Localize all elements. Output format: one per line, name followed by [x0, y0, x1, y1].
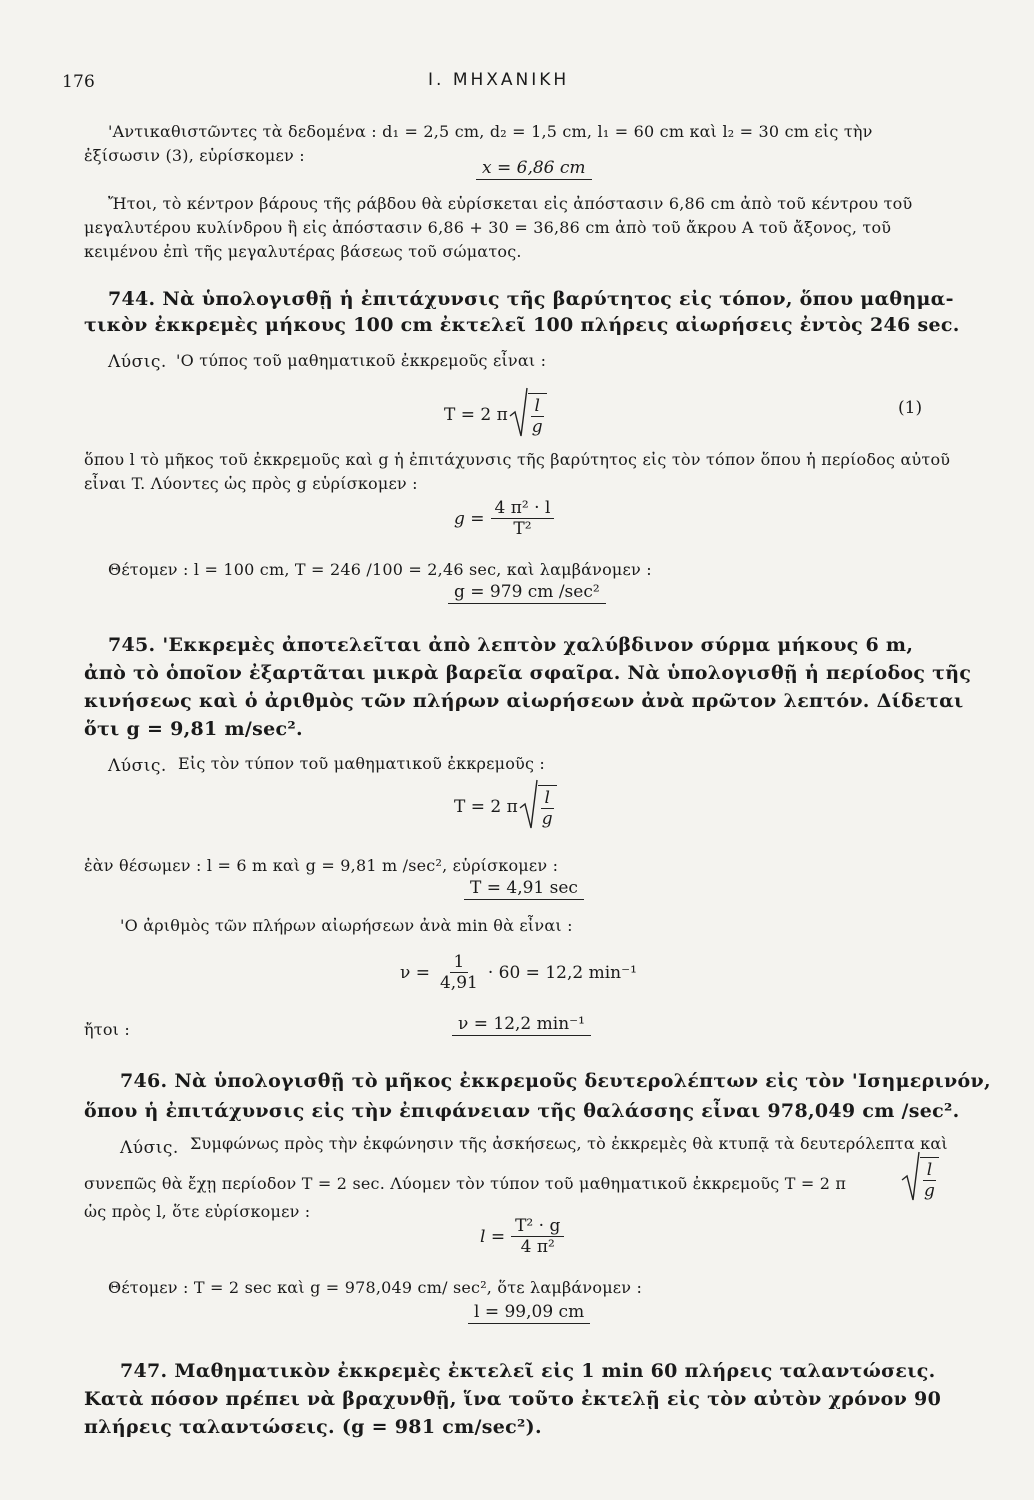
problem-744-heading-line-2: τικὸν ἐκκρεμὲς μήκους 100 cm ἐκτελεῖ 100 πλήρεις αἰωρήσεις ἐντὸς 246 sec. [84, 314, 960, 336]
problem-744-solution-label: Λύσις. [108, 352, 167, 372]
formula-fraction [436, 952, 482, 993]
intro-line-1: 'Αντικαθιστῶντες τὰ δεδομένα : d₁ = 2,5 cm, d₂ = 1,5 cm, l₁ = 60 cm καὶ l₂ = 30 cm εἰς τὴν [108, 122, 873, 141]
problem-744-text-line-1: ὅπου l τὸ μῆκος τοῦ ἐκκρεμοῦς καὶ g ἡ ἐπιτάχυνσις τῆς βαρύτητος εἰς τὸν τόπον ὅπου ἡ περίοδος αὐτοῦ [84, 450, 951, 469]
formula-lhs: l = [480, 1226, 506, 1247]
fraction-numerator: 4 π² · l [491, 498, 555, 519]
fraction-denominator: g [541, 808, 553, 829]
problem-745-set-values: ἐὰν θέσωμεν : l = 6 m καὶ g = 9,81 m /sec², εὑρίσκομεν : [84, 856, 559, 875]
problem-746-sqrt [900, 1150, 939, 1207]
problem-744-text-line-2: εἶναι T. Λύοντες ὡς πρὸς g εὑρίσκομεν : [84, 474, 418, 493]
problem-745-etoi: ἤτοι : [84, 1020, 131, 1039]
problem-745-number-line: 'Ο ἀριθμὸς τῶν πλήρων αἰωρήσεων ἀνὰ min θὰ εἶναι : [120, 916, 573, 935]
sqrt-fraction [920, 1157, 939, 1201]
formula-fraction [511, 1216, 564, 1257]
intro-paragraph-line-3: κειμένου ἐπὶ τῆς μεγαλυτέρας βάσεως τοῦ σώματος. [84, 242, 522, 261]
equation-label-1: (1) [898, 398, 923, 418]
problem-746-set-values: Θέτομεν : T = 2 sec καὶ g = 978,049 cm/ sec², ὅτε λαμβάνομεν : [108, 1278, 643, 1297]
fraction-numerator: T² · g [511, 1216, 564, 1237]
sqrt-symbol [900, 1150, 920, 1207]
problem-744-heading-line-1: 744. Νὰ ὑπολογισθῇ ἡ ἐπιτάχυνσις τῆς βαρύτητος εἰς τόπον, ὅπου μαθημα- [108, 288, 954, 310]
problem-747-heading-line-2: Κατὰ πόσον πρέπει νὰ βραχυνθῇ, ἵνα τοῦτο ἐκτελῇ εἰς τὸν αὐτὸν χρόνον 90 [84, 1388, 942, 1410]
intro-paragraph-line-1: Ἤτοι, τὸ κέντρον βάρους τῆς ράβδου θὰ εὑρίσκεται εἰς ἀπόστασιν 6,86 cm ἀπὸ τοῦ κέντρου τοῦ [108, 194, 913, 213]
problem-746-length-formula [480, 1216, 564, 1257]
fraction-denominator: g [531, 416, 543, 437]
problem-745-solution-text: Εἰς τὸν τύπον τοῦ μαθηματικοῦ ἐκκρεμοῦς : [178, 754, 546, 773]
problem-745-heading-line-2: ἀπὸ τὸ ὁποῖον ἐξαρτᾶται μικρὰ βαρεῖα σφαῖρα. Νὰ ὑπολογισθῇ ἡ περίοδος τῆς [84, 662, 972, 684]
problem-745-period-formula [454, 778, 557, 835]
problem-745-heading-line-1: 745. 'Εκκρεμὲς ἀποτελεῖται ἀπὸ λεπτὸν χαλύβδινον σύρμα μήκους 6 m, [108, 634, 914, 656]
problem-746-solution-text: Συμφώνως πρὸς τὴν ἐκφώνησιν τῆς ἀσκήσεως, τὸ ἐκκρεμὲς θὰ κτυπᾷ τὰ δευτερόλεπτα καὶ [190, 1134, 948, 1153]
formula-fraction [491, 498, 555, 539]
fraction-denominator: 4,91 [439, 973, 478, 993]
fraction-numerator: l [531, 396, 544, 417]
problem-747-heading-line-3: πλήρεις ταλαντώσεις. (g = 981 cm/sec²). [84, 1416, 542, 1438]
problem-746-text-line-3: ὡς πρὸς l, ὅτε εὑρίσκομεν : [84, 1202, 311, 1221]
sqrt-fraction [528, 393, 547, 437]
intro-line-2: ἐξίσωσιν (3), εὑρίσκομεν : [84, 146, 305, 165]
fraction-numerator: 1 [450, 952, 469, 973]
problem-745-heading-line-3: κινήσεως καὶ ὁ ἀριθμὸς τῶν πλήρων αἰωρήσεων ἀνὰ πρῶτον λεπτόν. Δίδεται [84, 690, 964, 712]
problem-745-frequency-formula [400, 952, 637, 993]
fraction-denominator: g [924, 1180, 935, 1201]
problem-746-text-line-2: συνεπῶς θὰ ἔχῃ περίοδον T = 2 sec. Λύομεν τὸν τύπον τοῦ μαθηματικοῦ ἐκκρεμοῦς T = 2 π [84, 1174, 847, 1193]
sqrt-symbol [518, 778, 538, 835]
formula-lhs: T = 2 π [444, 404, 508, 425]
problem-746-solution-label: Λύσις. [120, 1138, 179, 1158]
intro-result: x = 6,86 cm [476, 158, 592, 180]
problem-745-solution-label: Λύσις. [108, 756, 167, 776]
problem-744-solution-text: 'Ο τύπος τοῦ μαθηματικοῦ ἐκκρεμοῦς εἶναι : [176, 351, 547, 370]
problem-746-heading-line-1: 746. Νὰ ὑπολογισθῇ τὸ μῆκος ἐκκρεμοῦς δευτερολέπτων εἰς τὸν 'Ισημερινόν, [120, 1070, 991, 1092]
problem-744-set-values: Θέτομεν : l = 100 cm, T = 246 /100 = 2,46 sec, καὶ λαμβάνομεν : [108, 560, 652, 579]
problem-744-result: g = 979 cm /sec² [448, 582, 606, 604]
problem-744-period-formula [444, 386, 547, 443]
problem-745-heading-line-4: ὅτι g = 9,81 m/sec². [84, 718, 303, 740]
fraction-denominator: 4 π² [520, 1237, 555, 1257]
problem-747-heading-line-1: 747. Μαθηματικὸν ἐκκρεμὲς ἐκτελεῖ εἰς 1 min 60 πλήρεις ταλαντώσεις. [120, 1360, 936, 1382]
problem-746-result: l = 99,09 cm [468, 1302, 590, 1324]
formula-rhs: · 60 = 12,2 min⁻¹ [487, 962, 637, 983]
problem-746-heading-line-2: ὅπου ἡ ἐπιτάχυνσις εἰς τὴν ἐπιφάνειαν τῆς θαλάσσης εἶναι 978,049 cm /sec². [84, 1100, 960, 1122]
formula-lhs: T = 2 π [454, 796, 518, 817]
sqrt-fraction [538, 785, 557, 829]
formula-lhs: ν = [400, 962, 430, 983]
problem-745-result-period: T = 4,91 sec [464, 878, 584, 900]
intro-paragraph-line-2: μεγαλυτέρου κυλίνδρου ἢ εἰς ἀπόστασιν 6,86 + 30 = 36,86 cm ἀπὸ τοῦ ἄκρου Α τοῦ ἄξονος, τοῦ [84, 218, 892, 237]
problem-745-result-frequency: ν = 12,2 min⁻¹ [452, 1014, 591, 1036]
problem-744-g-formula [454, 498, 554, 539]
fraction-numerator: l [923, 1160, 936, 1181]
sqrt-symbol [508, 386, 528, 443]
fraction-numerator: l [541, 788, 554, 809]
page-number: 176 [62, 72, 96, 92]
running-title: I. ΜΗΧΑΝΙΚΗ [428, 70, 570, 90]
formula-lhs: g = [454, 508, 485, 529]
fraction-denominator: T² [513, 519, 532, 539]
